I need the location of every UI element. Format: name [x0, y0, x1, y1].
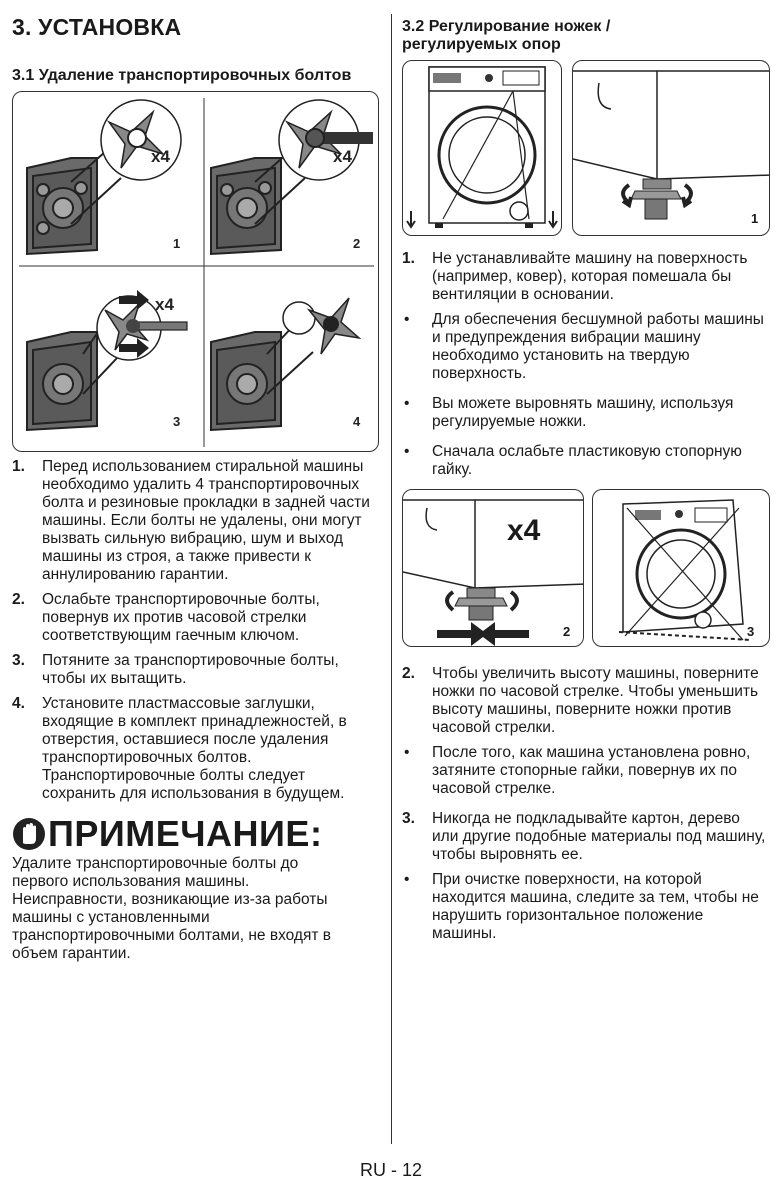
- list-item: [402, 311, 770, 383]
- figure-feet-bottom-row: [402, 489, 770, 647]
- panel-1-machine: [27, 152, 121, 254]
- figure-transport-bolts: [12, 91, 379, 452]
- panel-1-badge: x4: [151, 147, 170, 166]
- list-item: [12, 652, 380, 688]
- list-text: После того, как машина установлена ровно, затяните стопорные гайки, повернув их по часовой стрелке.: [432, 744, 751, 797]
- list-item: [402, 744, 770, 798]
- feet-count-badge: x4: [507, 514, 541, 547]
- figure-feet-machine: [402, 60, 562, 236]
- list-item: [12, 458, 380, 584]
- list-marker: 3.: [12, 652, 25, 669]
- panel-2-number: 2: [353, 236, 361, 251]
- list-marker: 3.: [402, 810, 415, 827]
- figure-feet-level: [592, 489, 770, 647]
- list-marker: 2.: [402, 665, 415, 682]
- list-text: Потяните за транспортировочные болты, чтобы их вытащить.: [42, 652, 339, 687]
- list-marker: 1.: [402, 250, 415, 267]
- list-text: Вы можете выровнять машину, используя регулируемые ножки.: [432, 395, 734, 430]
- panel-2-zoom: [279, 100, 373, 180]
- list-marker: •: [404, 871, 410, 888]
- stop-hand-icon: [12, 817, 46, 851]
- list-item: [402, 395, 770, 431]
- list-text: Для обеспечения бесшумной работы машины и предупреждения вибрации машину необходимо установить на твердую поверхность.: [432, 311, 764, 382]
- list-marker: •: [404, 395, 410, 412]
- list-text: Не устанавливайте машину на поверхность (например, ковер), которая помешала бы вентиляции в основании.: [432, 250, 748, 303]
- list-text: Установите пластмассовые заглушки, входящие в комплект принадлежностей, в отверстия, оставшиеся после удаления транспортировочных болтов. Транспортировочные болты следует сохранить для использования в будущем.: [42, 695, 347, 802]
- panel-1-zoom: [101, 100, 181, 180]
- note-heading: [12, 813, 380, 855]
- list-text: Никогда не подкладывайте картон, дерево или другие подобные материалы под машину, чтобы выровнять ее.: [432, 810, 766, 863]
- panel-3-number: 3: [173, 414, 181, 429]
- left-instructions-list: [12, 458, 380, 803]
- machine-front-drawing: [403, 61, 562, 236]
- left-column: [12, 14, 380, 963]
- panel-4-machine: [211, 324, 313, 430]
- foot-closeup-drawing: [573, 61, 770, 236]
- list-item: [402, 871, 770, 943]
- figure-feet-closeup: [572, 60, 770, 236]
- list-item: [12, 695, 380, 803]
- subsection-title-bolts: 3.1 Удаление транспортировочных болтов: [12, 67, 352, 84]
- right-instructions-list-a: [402, 250, 770, 479]
- section-title: 3. УСТАНОВКА: [12, 14, 182, 40]
- page-number: RU - 12: [359, 1160, 422, 1180]
- panel-2-badge: x4: [333, 147, 352, 166]
- list-text: Чтобы увеличить высоту машины, поверните ножки по часовой стрелке. Чтобы уменьшить высоту машины, поверните ножки против часовой стрелки.: [432, 665, 759, 736]
- list-item: [402, 250, 770, 304]
- list-marker: •: [404, 744, 410, 761]
- subsection-title-feet: 3.2 Регулирование ножек / регулируемых опор: [402, 18, 611, 53]
- list-item: [402, 443, 770, 479]
- list-item: [402, 665, 770, 737]
- column-divider: [391, 14, 392, 1144]
- note-title: ПРИМЕЧАНИЕ:: [48, 813, 323, 854]
- list-marker: 1.: [12, 458, 25, 475]
- figure-feet-adjust: [402, 489, 584, 647]
- foot-adjust-drawing: [403, 490, 584, 647]
- list-text: Ослабьте транспортировочные болты, повернув их против часовой стрелки соответствующим гаечным ключом.: [42, 591, 320, 644]
- figure-feet-bottom-number-right: 3: [747, 624, 755, 639]
- list-marker: 4.: [12, 695, 25, 712]
- panel-4-zoom: [283, 298, 359, 354]
- list-text: Сначала ослабьте пластиковую стопорную гайку.: [432, 443, 742, 478]
- list-marker: •: [404, 443, 410, 460]
- list-marker: 2.: [12, 591, 25, 608]
- figure-feet-top-row: [402, 60, 770, 236]
- panel-3-badge: x4: [155, 295, 174, 314]
- list-item: [402, 810, 770, 864]
- list-item: [12, 591, 380, 645]
- figure-feet-bottom-number-left: 2: [563, 624, 571, 639]
- list-text: Перед использованием стиральной машины необходимо удалить 4 транспортировочных болта и резиновые прокладки в задней части машины. Если болты не удалены, они могут вызвать сильную вибрацию, шум и выход машины из строя, а также привести к аннулированию гарантии.: [42, 458, 370, 583]
- figure-transport-bolts-drawing: [13, 92, 379, 452]
- panel-1-number: 1: [173, 236, 181, 251]
- right-column: [402, 18, 770, 950]
- note-text: Удалите транспортировочные болты до первого использования машины. Неисправности, возникающие из-за работы машины с установленными транспортировочными болтами, не входят в объем гарантии.: [12, 855, 332, 962]
- panel-4-number: 4: [353, 414, 361, 429]
- machine-level-drawing: [593, 490, 770, 647]
- list-marker: •: [404, 311, 410, 328]
- right-instructions-list-b: [402, 665, 770, 943]
- figure-feet-top-number: 1: [751, 211, 759, 226]
- list-text: При очистке поверхности, на которой находится машина, следите за тем, чтобы не нарушить горизонтальное положение машины.: [432, 871, 759, 942]
